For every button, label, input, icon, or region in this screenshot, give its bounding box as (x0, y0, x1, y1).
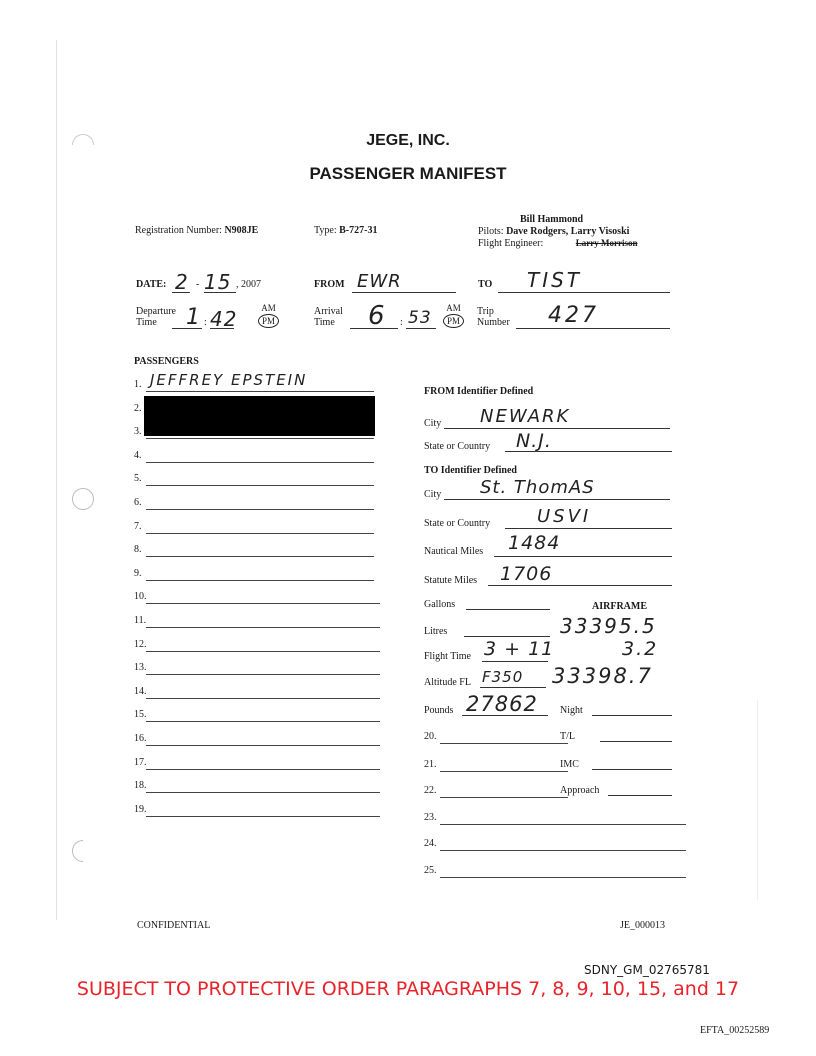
passenger-row-number: 1. (134, 379, 142, 390)
passenger-1-name: JEFFREY EPSTEIN (150, 371, 308, 389)
passenger-row-number: 14. (134, 686, 147, 697)
pilots-row (478, 226, 629, 237)
registration-row (135, 225, 258, 236)
passengers-heading: PASSENGERS (134, 356, 199, 367)
tl-label: T/L (560, 731, 575, 742)
departure-minutes: 42 (210, 307, 238, 331)
registration-value: N908JE (224, 225, 259, 236)
to-city-value: St. ThomAS (480, 477, 595, 498)
from-identifier-heading: FROM Identifier Defined (424, 386, 534, 397)
passenger-row-number: 6. (134, 497, 142, 508)
passenger-row-line (146, 651, 380, 652)
passenger-row-line (146, 556, 374, 557)
flight-time-value: 3 + 11 (484, 638, 555, 660)
altitude-value: F350 (482, 668, 524, 686)
from-city-label: City (424, 418, 442, 429)
departure-label: Departure Time (136, 306, 176, 328)
bates-number: SDNY_GM_02765781 (584, 963, 710, 977)
passenger-row-number: 5. (134, 473, 142, 484)
gallons-label: Gallons (424, 599, 456, 610)
engineer-label: Flight Engineer: (478, 238, 544, 249)
protective-order-notice: SUBJECT TO PROTECTIVE ORDER PARAGRAPHS 7, 8, 9, 10, 15, and 17 (76, 978, 740, 1000)
passenger-row-line (146, 769, 380, 770)
passenger-row-line (146, 391, 374, 392)
passenger-row-number: 18. (134, 780, 147, 791)
airframe-value-1: 33395.5 (560, 614, 657, 638)
document-title: PASSENGER MANIFEST (309, 164, 507, 183)
passenger-row-number: 4. (134, 450, 142, 461)
passenger-row-number: 17. (134, 757, 147, 768)
from-city-value: NEWARK (480, 406, 571, 427)
binder-hole-middle (72, 488, 94, 510)
passenger-row-line (146, 485, 374, 486)
from-label: FROM (314, 279, 345, 290)
passenger-row-number: 11. (134, 615, 147, 626)
passenger-row-number: 9. (134, 568, 142, 579)
passenger-row-number: 19. (134, 804, 147, 815)
passenger-row-line (146, 745, 380, 746)
date-label: DATE: (136, 279, 167, 290)
type-label: Type: (314, 225, 337, 236)
trip-row-number: 23. (424, 812, 437, 823)
trip-row-number: 21. (424, 759, 437, 770)
arrival-ampm (443, 303, 464, 328)
statute-miles-value: 1706 (500, 563, 553, 585)
passenger-row-number: 15. (134, 709, 147, 720)
from-state-value: N.J. (516, 430, 552, 452)
passenger-row-number: 7. (134, 521, 142, 532)
to-state-label: State or Country (424, 518, 491, 529)
altitude-label: Altitude FL (424, 677, 471, 688)
passenger-row-line (146, 698, 380, 699)
trip-row-number: 22. (424, 785, 437, 796)
to-state-value: USVI (537, 506, 592, 527)
pilot-top: Bill Hammond (520, 214, 584, 225)
type-row (314, 225, 377, 236)
trip-row-number: 24. (424, 838, 437, 849)
passenger-row-number: 13. (134, 662, 147, 673)
trip-number: 427 (548, 303, 599, 328)
departure-am: AM (261, 303, 276, 313)
engineer-value: Larry Morrison (575, 238, 638, 248)
trip-row-line (440, 850, 686, 851)
passenger-row-line (146, 721, 380, 722)
date-year: , 2007 (236, 279, 261, 290)
company-name: JEGE, INC. (366, 132, 450, 149)
engineer-row (478, 238, 638, 249)
pounds-label: Pounds (424, 705, 454, 716)
airframe-value-2: 3.2 (622, 638, 659, 660)
passenger-row-number: 10. (134, 591, 147, 602)
approach-label: Approach (560, 785, 600, 796)
arrival-colon: : (400, 317, 403, 328)
trip-row-line (440, 771, 568, 772)
efta-number: EFTA_00252589 (700, 1025, 770, 1036)
redaction-box (144, 396, 375, 436)
from-value: EWR (357, 271, 402, 292)
passenger-row-line (146, 438, 374, 439)
passenger-row-number: 2. (134, 403, 142, 414)
departure-hour: 1 (186, 305, 201, 330)
date-separator: - (196, 279, 200, 290)
right-edge-line (757, 700, 758, 900)
from-state-label: State or Country (424, 441, 491, 452)
trip-row-line (440, 797, 568, 798)
type-value: B-727-31 (339, 225, 378, 236)
passenger-row-line (146, 603, 380, 604)
airframe-value-3: 33398.7 (552, 664, 653, 688)
document-id: JE_000013 (620, 920, 665, 931)
airframe-heading: AIRFRAME (592, 601, 647, 612)
arrival-label: Arrival Time (314, 306, 343, 328)
passenger-row-line (146, 580, 374, 581)
date-day: 15 (204, 270, 232, 294)
to-label: TO (478, 279, 493, 290)
date-month: 2 (175, 270, 189, 294)
trip-row-number: 25. (424, 865, 437, 876)
passenger-row-line (146, 792, 380, 793)
passenger-row-line (146, 674, 380, 675)
nautical-miles-label: Nautical Miles (424, 546, 484, 557)
departure-pm-circled: PM (258, 314, 279, 328)
arrival-minutes: 53 (408, 308, 432, 328)
trip-row-number: 20. (424, 731, 437, 742)
night-label: Night (560, 705, 583, 716)
arrival-hour: 6 (368, 301, 386, 331)
arrival-am: AM (446, 303, 461, 313)
litres-label: Litres (424, 626, 448, 637)
imc-label: IMC (560, 759, 579, 770)
trip-label: Trip Number (477, 306, 510, 328)
passenger-row-line (146, 509, 374, 510)
arrival-pm-circled: PM (443, 314, 464, 328)
registration-label: Registration Number: (135, 225, 222, 236)
passenger-row-line (146, 533, 374, 534)
to-city-label: City (424, 489, 442, 500)
passenger-row-number: 3. (134, 426, 142, 437)
trip-row-line (440, 743, 568, 744)
passenger-row-number: 12. (134, 639, 147, 650)
trip-row-line (440, 877, 686, 878)
passenger-row-number: 16. (134, 733, 147, 744)
pilots-value: Dave Rodgers, Larry Visoski (506, 226, 630, 237)
passenger-row-line (146, 627, 380, 628)
to-value: TIST (527, 268, 583, 292)
departure-colon: : (204, 317, 207, 328)
confidential-label: CONFIDENTIAL (137, 920, 211, 931)
trip-row-line (440, 824, 686, 825)
passenger-row-line (146, 816, 380, 817)
binder-hole-bottom (72, 840, 94, 862)
departure-ampm (258, 303, 279, 328)
passenger-row-line (146, 462, 374, 463)
pilots-label: Pilots: (478, 226, 504, 237)
pounds-value: 27862 (466, 692, 538, 716)
flight-time-label: Flight Time (424, 651, 471, 662)
statute-miles-label: Statute Miles (424, 575, 478, 586)
to-identifier-heading: TO Identifier Defined (424, 465, 517, 476)
nautical-miles-value: 1484 (508, 532, 561, 554)
passenger-row-number: 8. (134, 544, 142, 555)
